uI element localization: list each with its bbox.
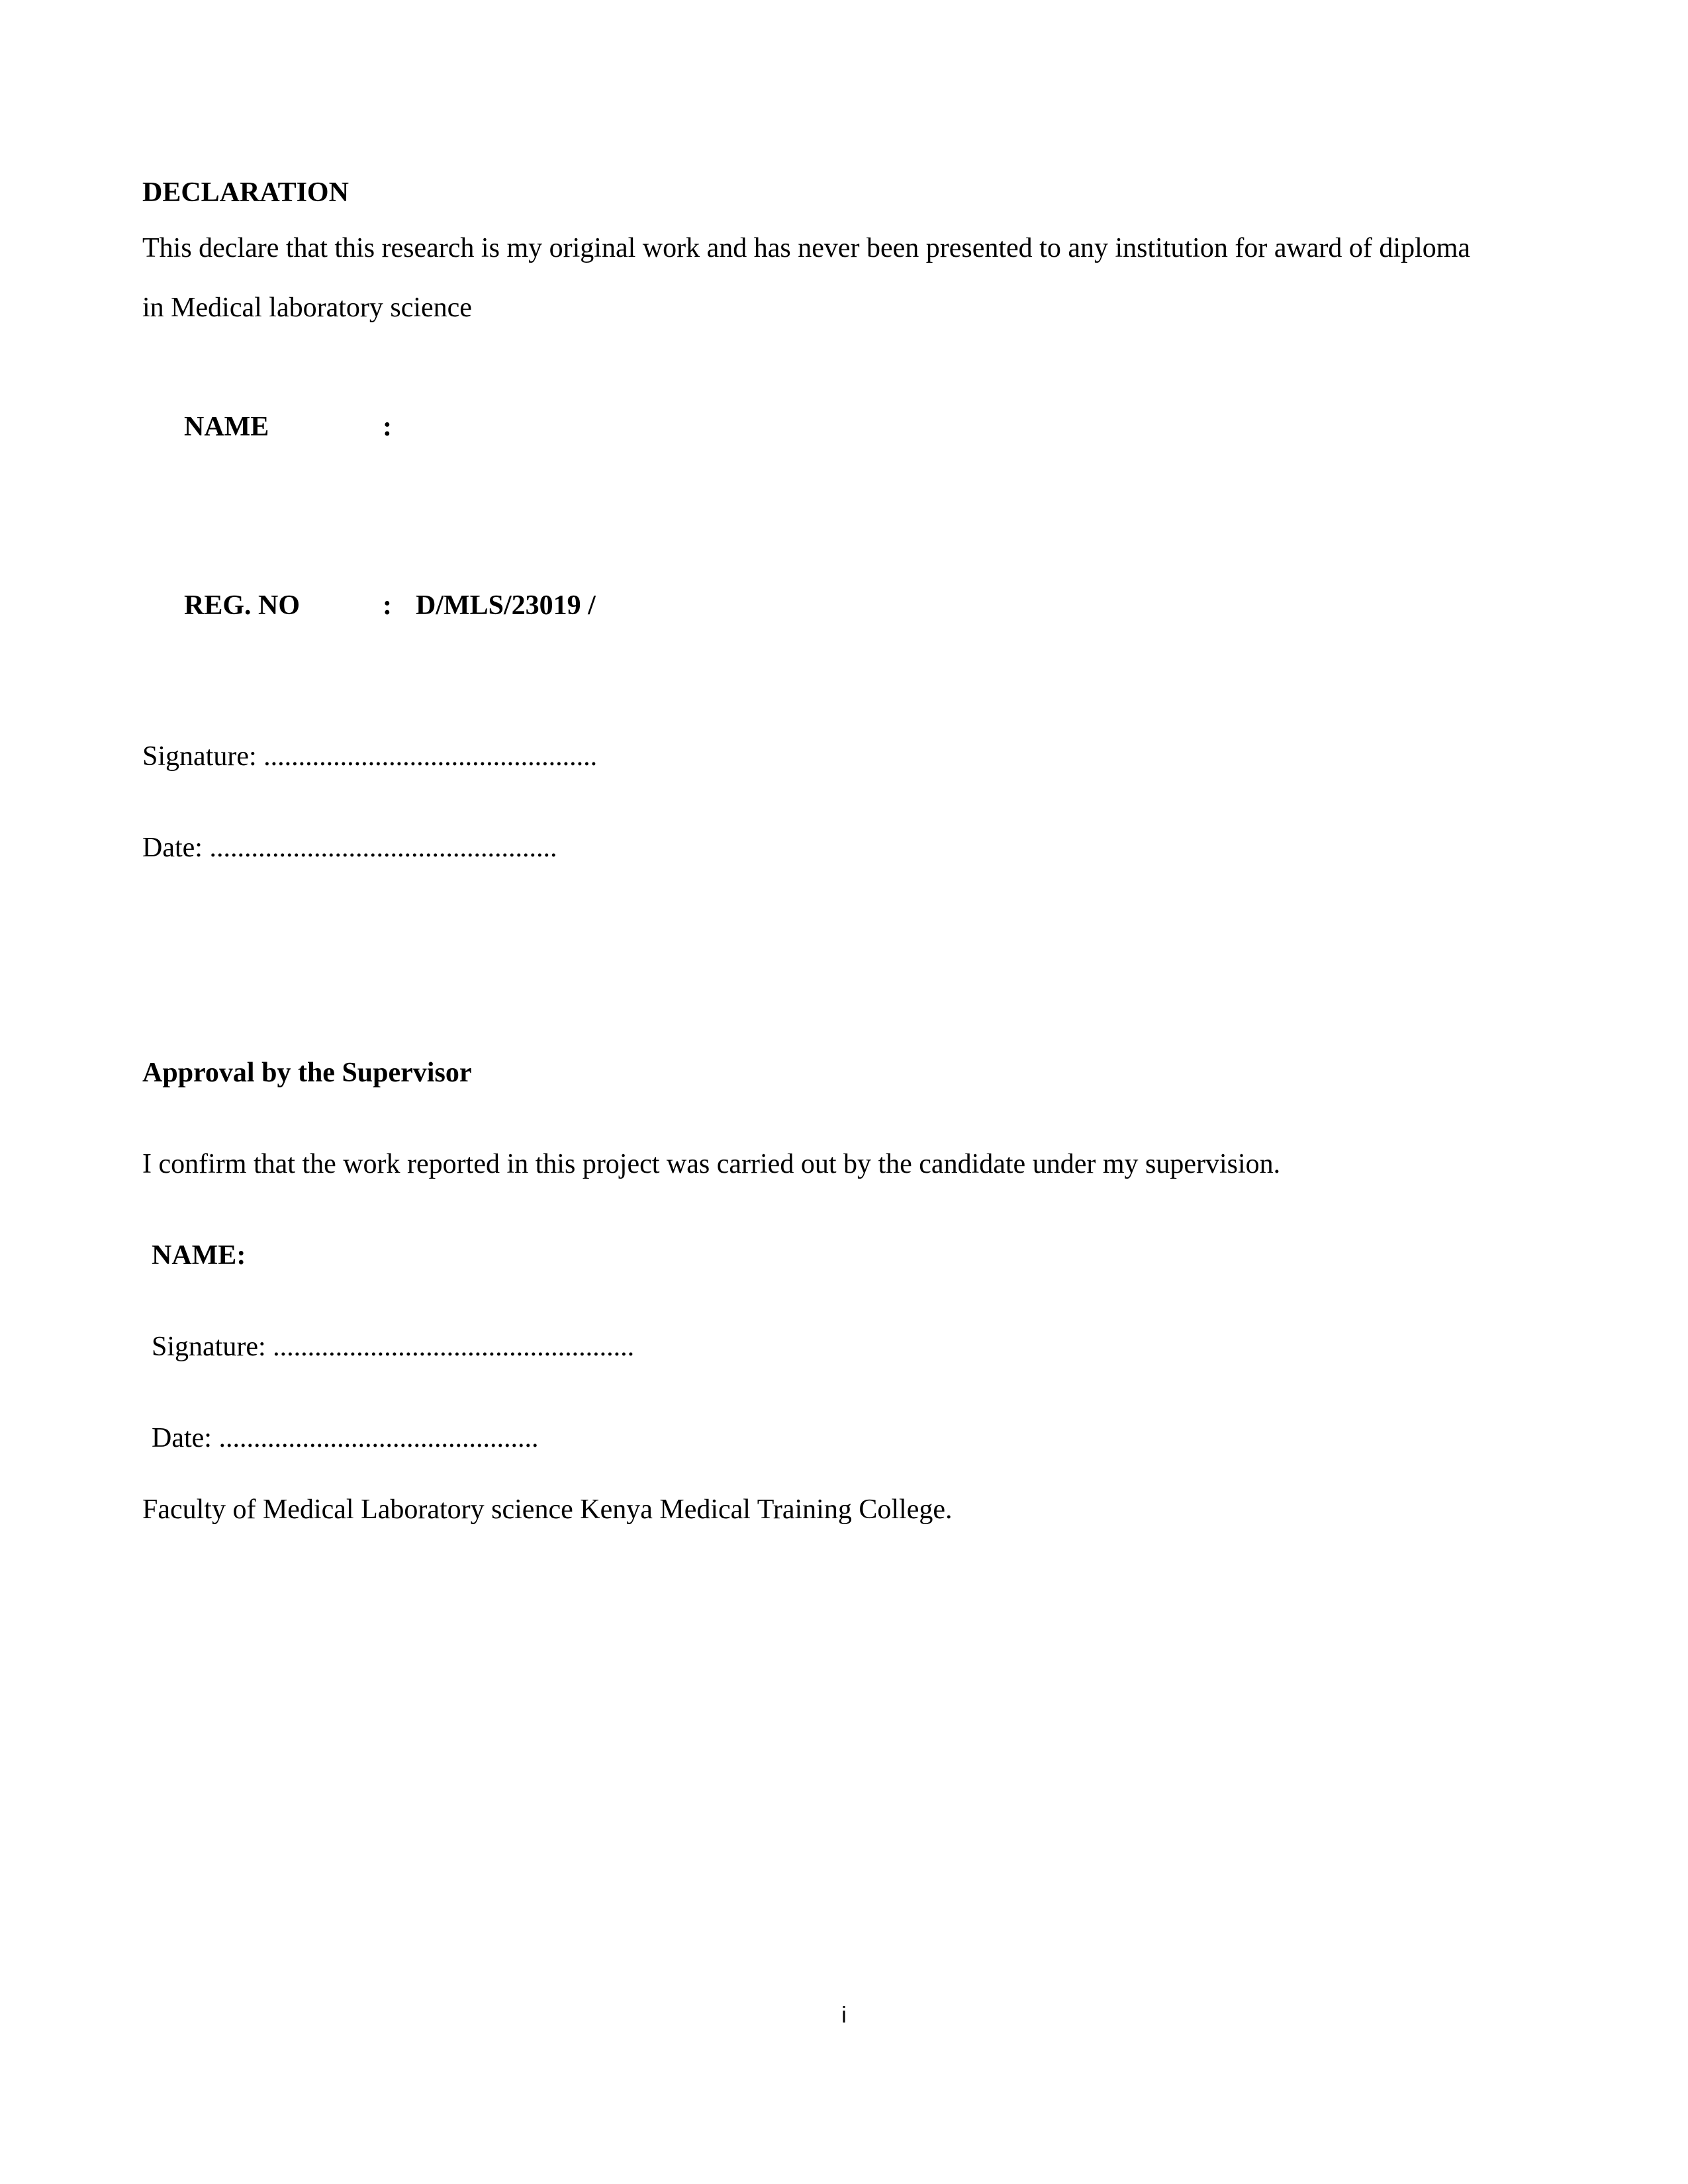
spacer	[142, 1194, 1486, 1226]
supervisor-date-line[interactable]: Date: ..............................................	[152, 1423, 539, 1453]
approval-heading: Approval by the Supervisor	[142, 1058, 472, 1088]
field-label-reg-no: REG. NO	[184, 590, 301, 621]
spacer	[142, 878, 1486, 1043]
field-colon-name: :	[383, 412, 392, 442]
spacer	[142, 695, 1486, 727]
page-content	[142, 179, 1486, 1539]
declaration-body-paragraph: This declare that this research is my original work and has never been presented to any institution for award of diploma in Medical laboratory science	[142, 233, 1471, 323]
field-row-reg-no	[142, 516, 1486, 695]
spacer	[142, 206, 1486, 218]
spacer	[142, 1377, 1486, 1408]
field-value-reg-no[interactable]: D/MLS/23019 /	[416, 590, 596, 621]
approval-body-paragraph: I confirm that the work reported in this project was carried out by the candidate under my supervision.	[142, 1149, 1281, 1179]
candidate-signature-line[interactable]: Signature: ................................................	[142, 741, 598, 772]
spacer	[142, 1103, 1486, 1134]
candidate-date-line[interactable]: Date: ..................................................	[142, 833, 557, 863]
field-colon-reg-no: :	[383, 590, 392, 621]
spacer	[142, 1468, 1486, 1480]
field-label-name: NAME	[184, 412, 269, 442]
supervisor-name-label[interactable]: NAME:	[152, 1240, 246, 1271]
supervisor-signature-line[interactable]: Signature: ....................................................	[152, 1332, 635, 1362]
spacer	[142, 1285, 1486, 1317]
declaration-heading: DECLARATION	[142, 177, 349, 208]
page-number: i	[841, 2003, 847, 2028]
faculty-line: Faculty of Medical Laboratory science Kenya Medical Training College.	[142, 1494, 953, 1525]
spacer	[142, 786, 1486, 818]
field-row-name	[142, 338, 1486, 516]
